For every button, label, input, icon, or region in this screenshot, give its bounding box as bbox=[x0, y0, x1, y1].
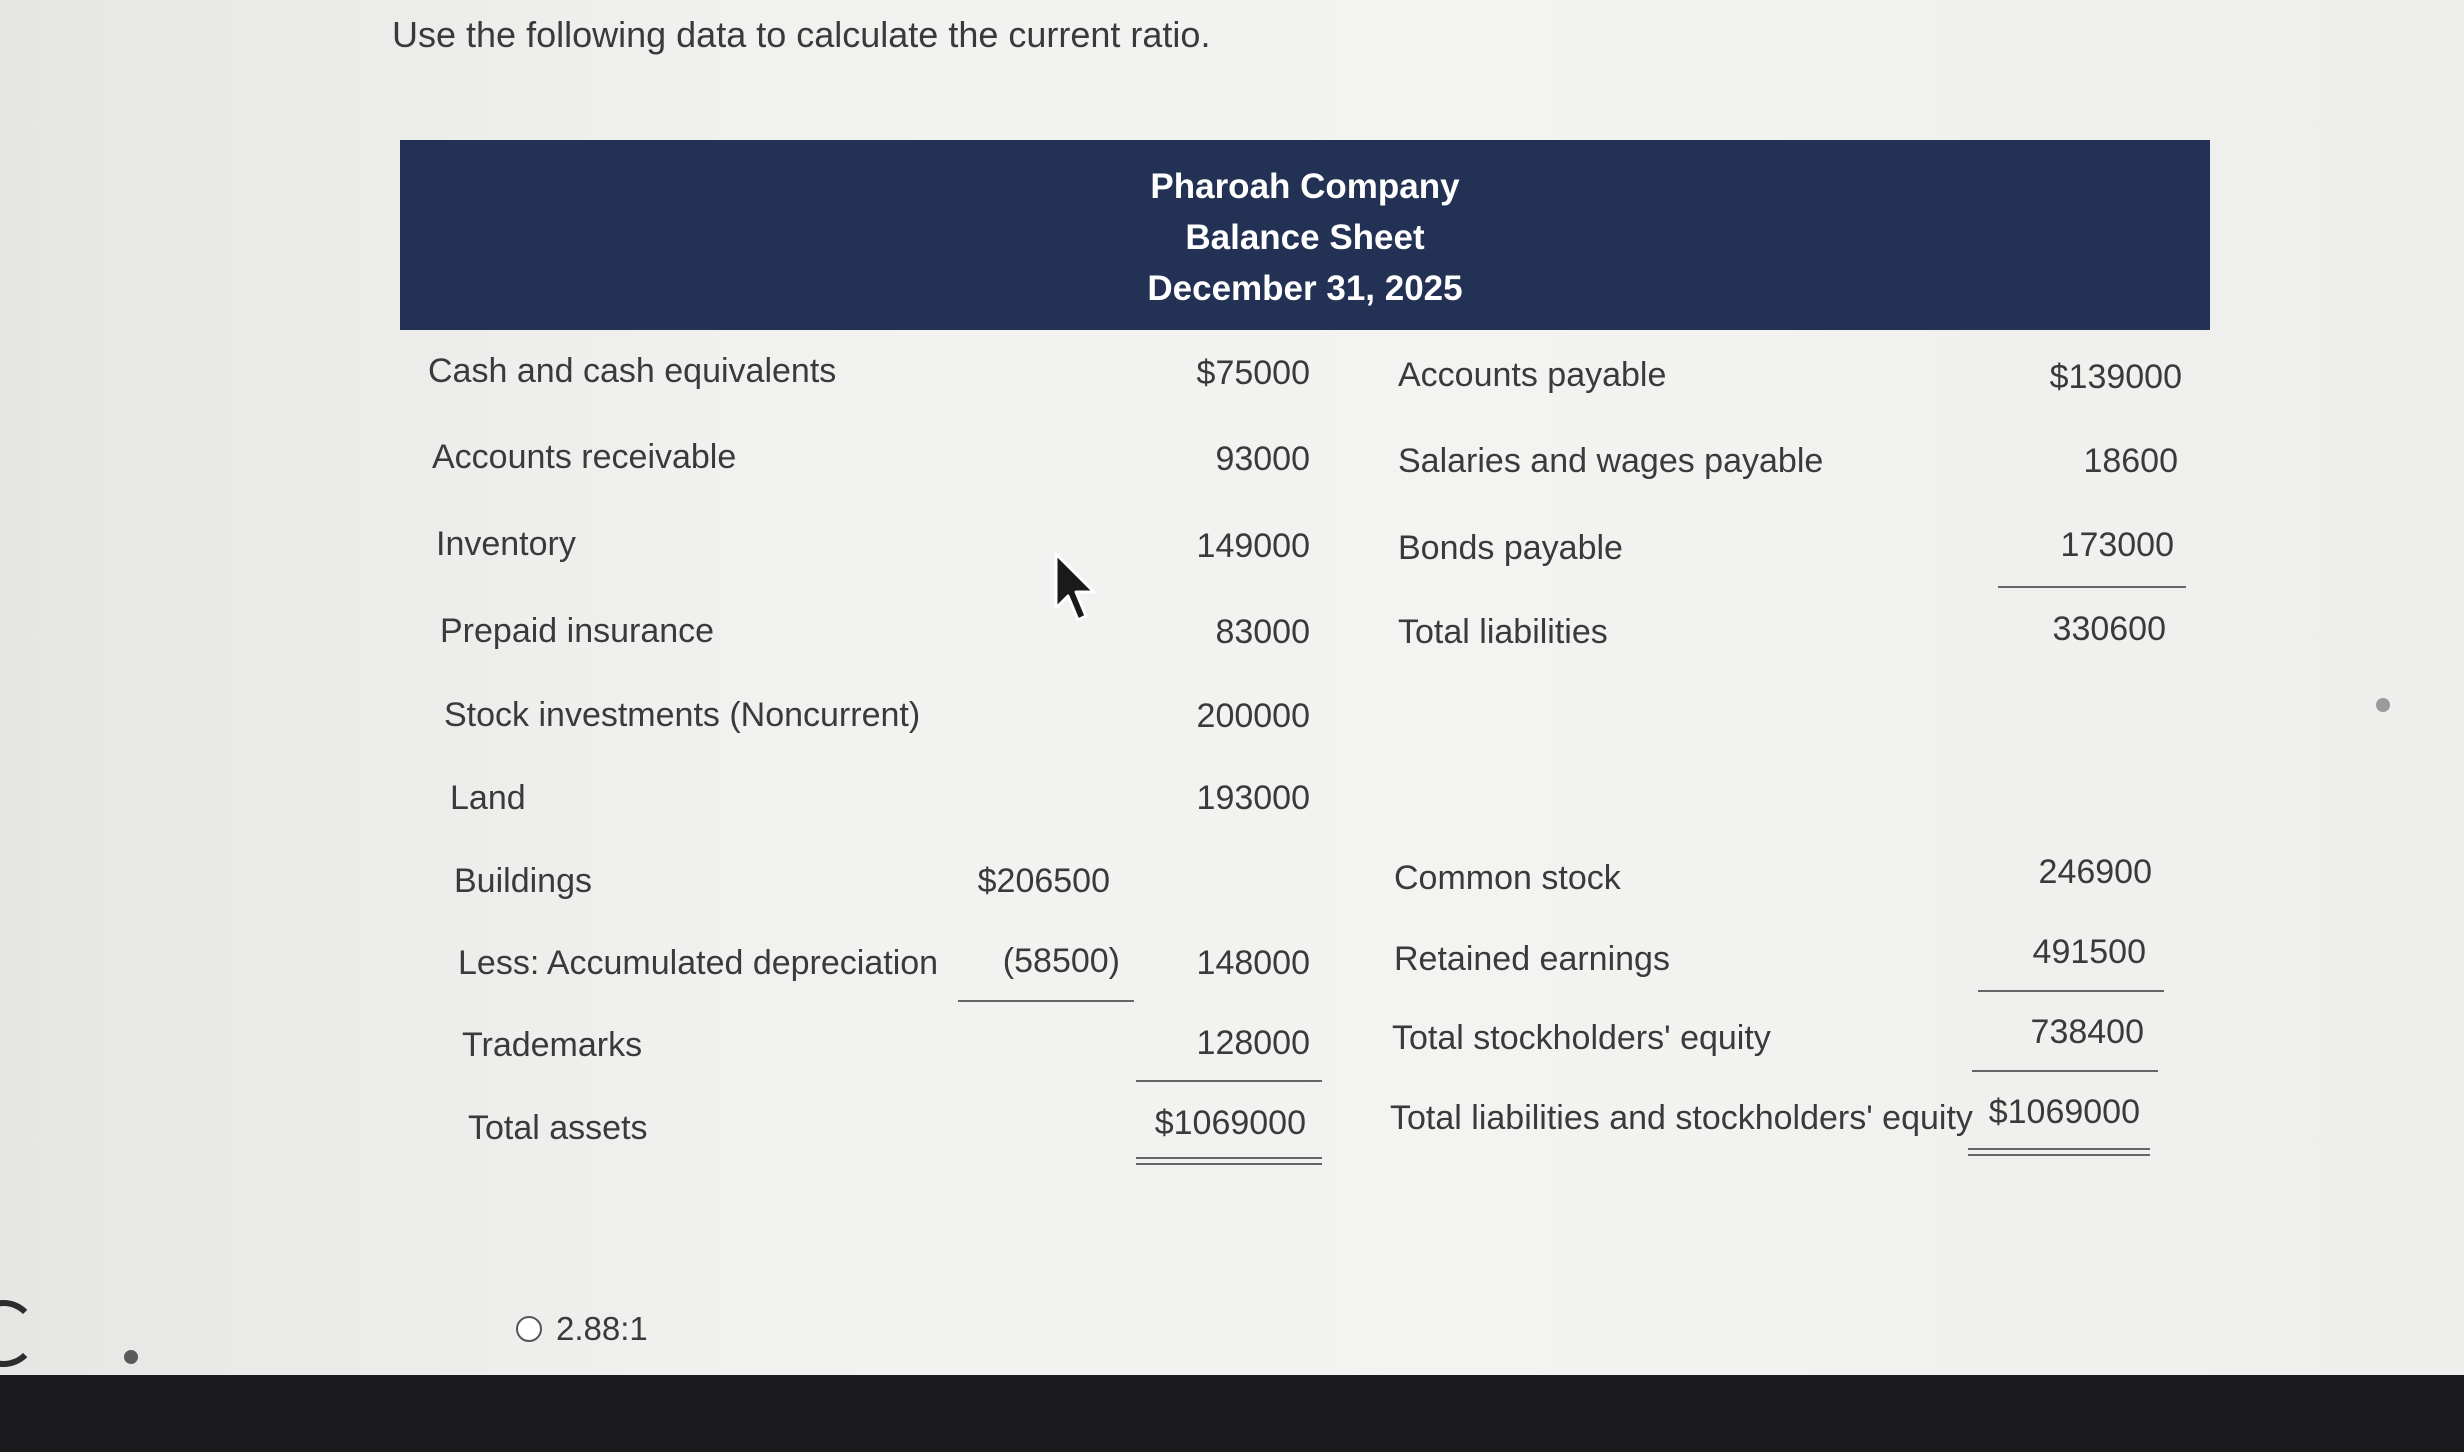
accounts-payable-value: $139000 bbox=[2049, 358, 2182, 396]
dot-marker bbox=[2376, 698, 2390, 712]
grand-total-double-rule bbox=[1968, 1148, 2150, 1156]
accounts-payable-label: Accounts payable bbox=[1398, 356, 1667, 394]
land-value: 193000 bbox=[1196, 779, 1310, 817]
total-liabilities-equity-value: $1069000 bbox=[1988, 1093, 2140, 1131]
stock-investments-value: 200000 bbox=[1196, 697, 1310, 735]
equity-total-rule bbox=[1972, 1070, 2158, 1072]
question-text: Use the following data to calculate the current ratio. bbox=[392, 14, 1211, 55]
salaries-payable-label: Salaries and wages payable bbox=[1398, 442, 1824, 480]
balance-sheet-header bbox=[400, 140, 2210, 330]
accumulated-depreciation-value: (58500) bbox=[1002, 942, 1120, 980]
accounts-receivable-label: Accounts receivable bbox=[432, 438, 737, 476]
retained-earnings-value: 491500 bbox=[2032, 933, 2146, 971]
accounts-receivable-value: 93000 bbox=[1215, 440, 1310, 478]
liabilities-subtotal-rule bbox=[1998, 586, 2186, 588]
total-assets-label: Total assets bbox=[468, 1109, 648, 1147]
cash-value: $75000 bbox=[1196, 354, 1310, 392]
total-liabilities-value: 330600 bbox=[2052, 610, 2166, 648]
cash-label: Cash and cash equivalents bbox=[428, 352, 837, 390]
radio-button[interactable] bbox=[516, 1316, 542, 1342]
common-stock-label: Common stock bbox=[1394, 859, 1621, 897]
laptop-bezel bbox=[0, 1375, 2464, 1452]
prepaid-insurance-value: 83000 bbox=[1215, 613, 1310, 651]
total-assets-value: $1069000 bbox=[1154, 1104, 1306, 1142]
total-liabilities-equity-label: Total liabilities and stockholders' equity bbox=[1390, 1099, 1973, 1137]
equity-subtotal-rule bbox=[1978, 990, 2164, 992]
answer-option-label: 2.88:1 bbox=[556, 1310, 648, 1347]
bonds-payable-value: 173000 bbox=[2060, 526, 2174, 564]
assets-subtotal-rule bbox=[1136, 1080, 1322, 1082]
total-assets-double-rule bbox=[1136, 1157, 1322, 1165]
buildings-value: $206500 bbox=[977, 862, 1110, 900]
salaries-payable-value: 18600 bbox=[2083, 442, 2178, 480]
company-name: Pharoah Company bbox=[1150, 167, 1460, 206]
statement-date: December 31, 2025 bbox=[1147, 269, 1463, 308]
buildings-label: Buildings bbox=[454, 862, 592, 900]
trademarks-label: Trademarks bbox=[462, 1026, 643, 1064]
bonds-payable-label: Bonds payable bbox=[1398, 529, 1623, 567]
buildings-subtotal-rule bbox=[958, 1000, 1134, 1002]
mouse-pointer-icon bbox=[1052, 552, 1098, 624]
dot-marker bbox=[124, 1350, 138, 1364]
total-equity-label: Total stockholders' equity bbox=[1392, 1019, 1771, 1057]
inventory-value: 149000 bbox=[1196, 527, 1310, 565]
retained-earnings-label: Retained earnings bbox=[1394, 940, 1670, 978]
total-liabilities-label: Total liabilities bbox=[1398, 613, 1608, 651]
total-equity-value: 738400 bbox=[2030, 1013, 2144, 1051]
prepaid-insurance-label: Prepaid insurance bbox=[440, 612, 715, 650]
stock-investments-label: Stock investments (Noncurrent) bbox=[444, 696, 921, 734]
land-label: Land bbox=[450, 779, 526, 817]
net-buildings-value: 148000 bbox=[1196, 944, 1310, 982]
answer-option-1[interactable] bbox=[516, 1310, 648, 1348]
accumulated-depreciation-label: Less: Accumulated depreciation bbox=[458, 944, 939, 982]
trademarks-value: 128000 bbox=[1196, 1024, 1310, 1062]
statement-title: Balance Sheet bbox=[1185, 218, 1425, 257]
common-stock-value: 246900 bbox=[2038, 853, 2152, 891]
inventory-label: Inventory bbox=[436, 525, 576, 563]
